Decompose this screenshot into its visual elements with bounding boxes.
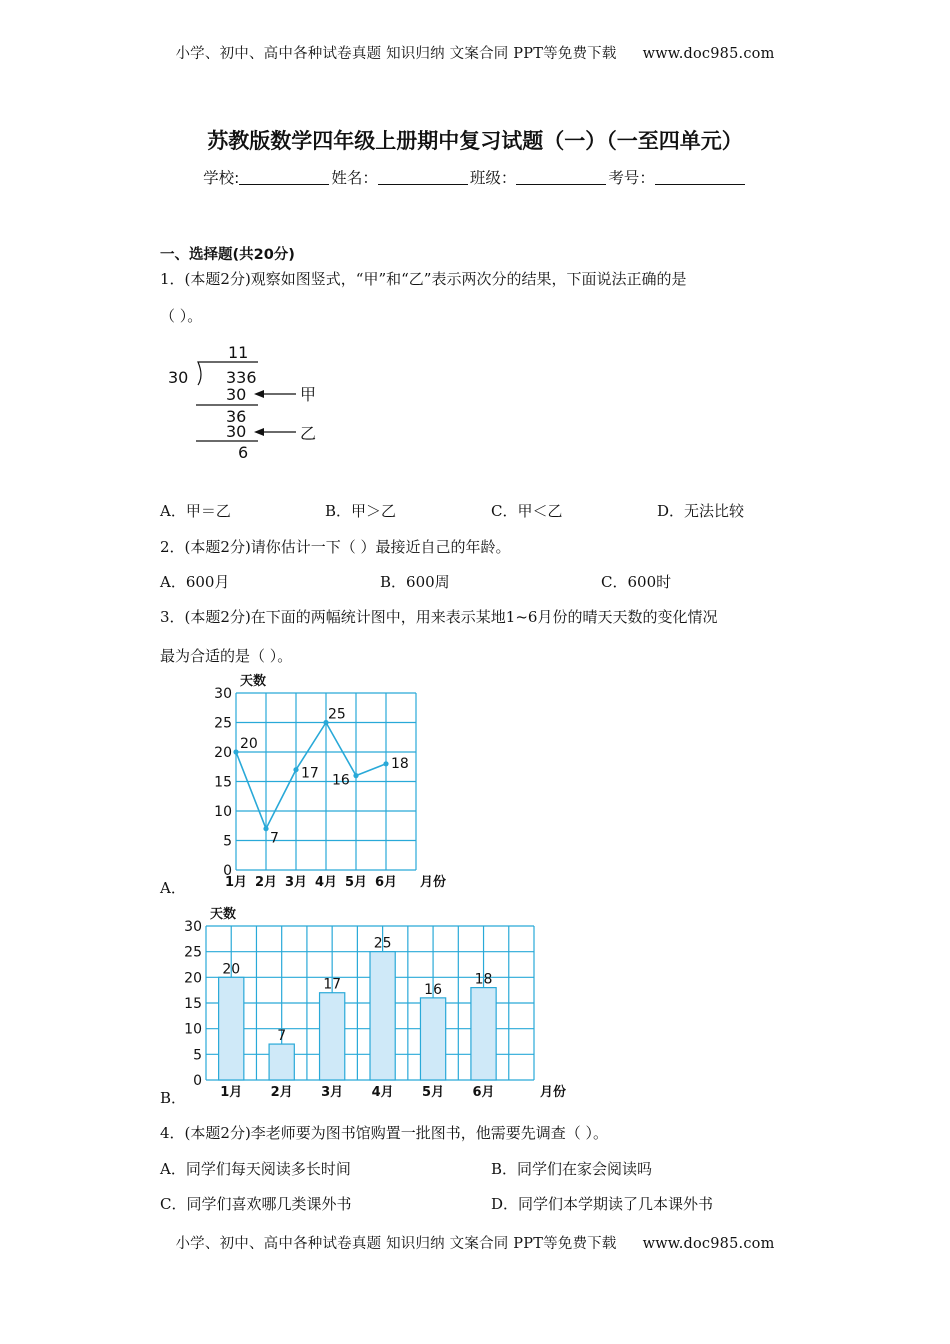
q3-option-a[interactable]: A．	[160, 879, 186, 897]
q3-text-2: 最为合适的是（ ）。	[160, 647, 293, 665]
bar	[219, 977, 244, 1080]
q1-text: 1．(本题2分)观察如图竖式，“甲”和“乙”表示两次分的结果，下面说法正确的是	[160, 270, 687, 288]
bar-chart	[180, 904, 567, 1102]
number-label: 考号：	[608, 169, 655, 187]
footer-site[interactable]: www.doc985.com	[642, 1236, 775, 1252]
x-tick-label: 6月	[374, 875, 398, 890]
page-footer	[0, 1232, 950, 1253]
y-axis-title: 天数	[240, 674, 267, 689]
x-tick-label: 5月	[344, 875, 368, 890]
arrowhead-jia	[254, 390, 264, 398]
x-tick-label: 2月	[254, 875, 278, 890]
y-tick-label: 15	[214, 774, 232, 791]
x-tick-label: 3月	[321, 1085, 344, 1100]
q1-option-c[interactable]: C．甲＜乙	[491, 502, 563, 520]
q3-option-b[interactable]: B．	[160, 1089, 187, 1107]
q2-text: 2．(本题2分)请你估计一下（ ）最接近自己的年龄。	[160, 538, 511, 556]
y-tick-label: 25	[184, 944, 202, 961]
q3-text-1: 3．(本题2分)在下面的两幅统计图中，用来表示某地1~6月份的晴天天数的变化情况	[160, 608, 718, 626]
division-step1: 30	[226, 385, 247, 404]
x-tick-label: 2月	[270, 1085, 293, 1100]
x-tick-label: 1月	[220, 1085, 243, 1100]
y-tick-label: 30	[214, 686, 232, 702]
page-header	[0, 42, 950, 63]
school-label: 学校:	[203, 169, 240, 187]
x-tick-label: 6月	[472, 1085, 495, 1100]
data-label: 25	[328, 706, 346, 723]
data-point	[293, 767, 298, 772]
q1-paren: （ ）。	[160, 307, 203, 325]
bar	[269, 1044, 294, 1080]
q1-long-division	[160, 338, 330, 466]
y-tick-label: 5	[193, 1047, 202, 1064]
name-label: 姓名：	[331, 169, 378, 187]
arrowhead-yi	[254, 428, 264, 436]
footer-text: 小学、初中、高中各种试卷真题 知识归纳 文案合同 PPT等免费下载	[175, 1236, 617, 1252]
header-site[interactable]: www.doc985.com	[642, 46, 775, 62]
y-tick-label: 20	[214, 745, 232, 761]
q4-text: 4．(本题2分)李老师要为图书馆购置一批图书，他需要先调查（ ）。	[160, 1124, 609, 1142]
q1-option-a[interactable]: A．甲＝乙	[160, 502, 231, 520]
bar	[370, 952, 395, 1080]
bar	[471, 988, 496, 1080]
number-field[interactable]	[655, 170, 745, 185]
label-yi: 乙	[300, 424, 317, 443]
data-label: 7	[270, 830, 279, 847]
y-tick-label: 10	[214, 804, 232, 820]
q2-option-a[interactable]: A．600月	[160, 573, 230, 591]
data-label: 18	[391, 755, 409, 772]
data-point	[233, 749, 238, 754]
y-tick-label: 25	[214, 715, 232, 732]
y-tick-label: 10	[184, 1021, 202, 1038]
division-rem2: 6	[238, 443, 249, 462]
q1-option-b[interactable]: B．甲＞乙	[325, 502, 397, 520]
data-point	[383, 761, 388, 766]
page-title: 苏教版数学四年级上册期中复习试题（一）（一至四单元）	[207, 129, 743, 153]
q2-option-b[interactable]: B．600周	[380, 573, 450, 591]
x-axis-title: 月份	[540, 1085, 567, 1100]
data-point	[353, 773, 358, 778]
header-text: 小学、初中、高中各种试卷真题 知识归纳 文案合同 PPT等免费下载	[175, 46, 617, 62]
data-label: 16	[332, 772, 350, 789]
x-tick-label: 3月	[284, 875, 308, 890]
data-label: 25	[373, 935, 392, 952]
school-field[interactable]	[239, 170, 329, 185]
q4-option-c[interactable]: C．同学们喜欢哪几类课外书	[160, 1195, 352, 1213]
division-step2: 30	[226, 422, 247, 441]
y-axis-title: 天数	[210, 907, 237, 922]
q4-option-a[interactable]: A．同学们每天阅读多长时间	[160, 1160, 351, 1178]
bar	[420, 998, 445, 1080]
data-label: 18	[474, 971, 493, 988]
section-title: 一、选择题(共20分)	[160, 247, 295, 263]
x-axis-title: 月份	[420, 875, 447, 890]
data-label: 17	[301, 765, 319, 782]
division-quotient: 11	[228, 343, 249, 362]
y-tick-label: 20	[184, 970, 202, 987]
q4-option-b[interactable]: B．同学们在家会阅读吗	[491, 1160, 653, 1178]
data-label: 20	[222, 961, 241, 978]
data-label: 17	[323, 976, 342, 993]
label-jia: 甲	[300, 385, 317, 404]
data-point	[263, 826, 268, 831]
x-tick-label: 1月	[224, 875, 248, 890]
data-label: 16	[424, 981, 442, 998]
q4-option-d[interactable]: D．同学们本学期读了几本课外书	[491, 1195, 714, 1213]
bar	[320, 993, 345, 1080]
division-dividend: 336	[226, 368, 257, 387]
division-rem1: 36	[226, 407, 247, 426]
x-tick-label: 4月	[371, 1085, 394, 1100]
y-tick-label: 30	[184, 919, 202, 935]
q1-option-d[interactable]: D．无法比较	[657, 502, 745, 520]
y-tick-label: 0	[193, 1073, 202, 1089]
name-field[interactable]	[378, 170, 468, 185]
y-tick-label: 5	[223, 833, 232, 850]
data-label: 20	[240, 736, 258, 752]
data-label: 7	[277, 1028, 287, 1045]
line-chart	[180, 672, 460, 894]
student-info	[0, 166, 950, 188]
q2-option-c[interactable]: C．600时	[601, 573, 672, 591]
y-tick-label: 15	[184, 996, 202, 1012]
class-field[interactable]	[516, 170, 606, 185]
y-tick-label: 0	[223, 863, 232, 879]
division-divisor: 30	[168, 368, 189, 387]
x-tick-label: 5月	[422, 1085, 445, 1100]
class-label: 班级：	[469, 169, 517, 187]
x-tick-label: 4月	[314, 875, 338, 890]
